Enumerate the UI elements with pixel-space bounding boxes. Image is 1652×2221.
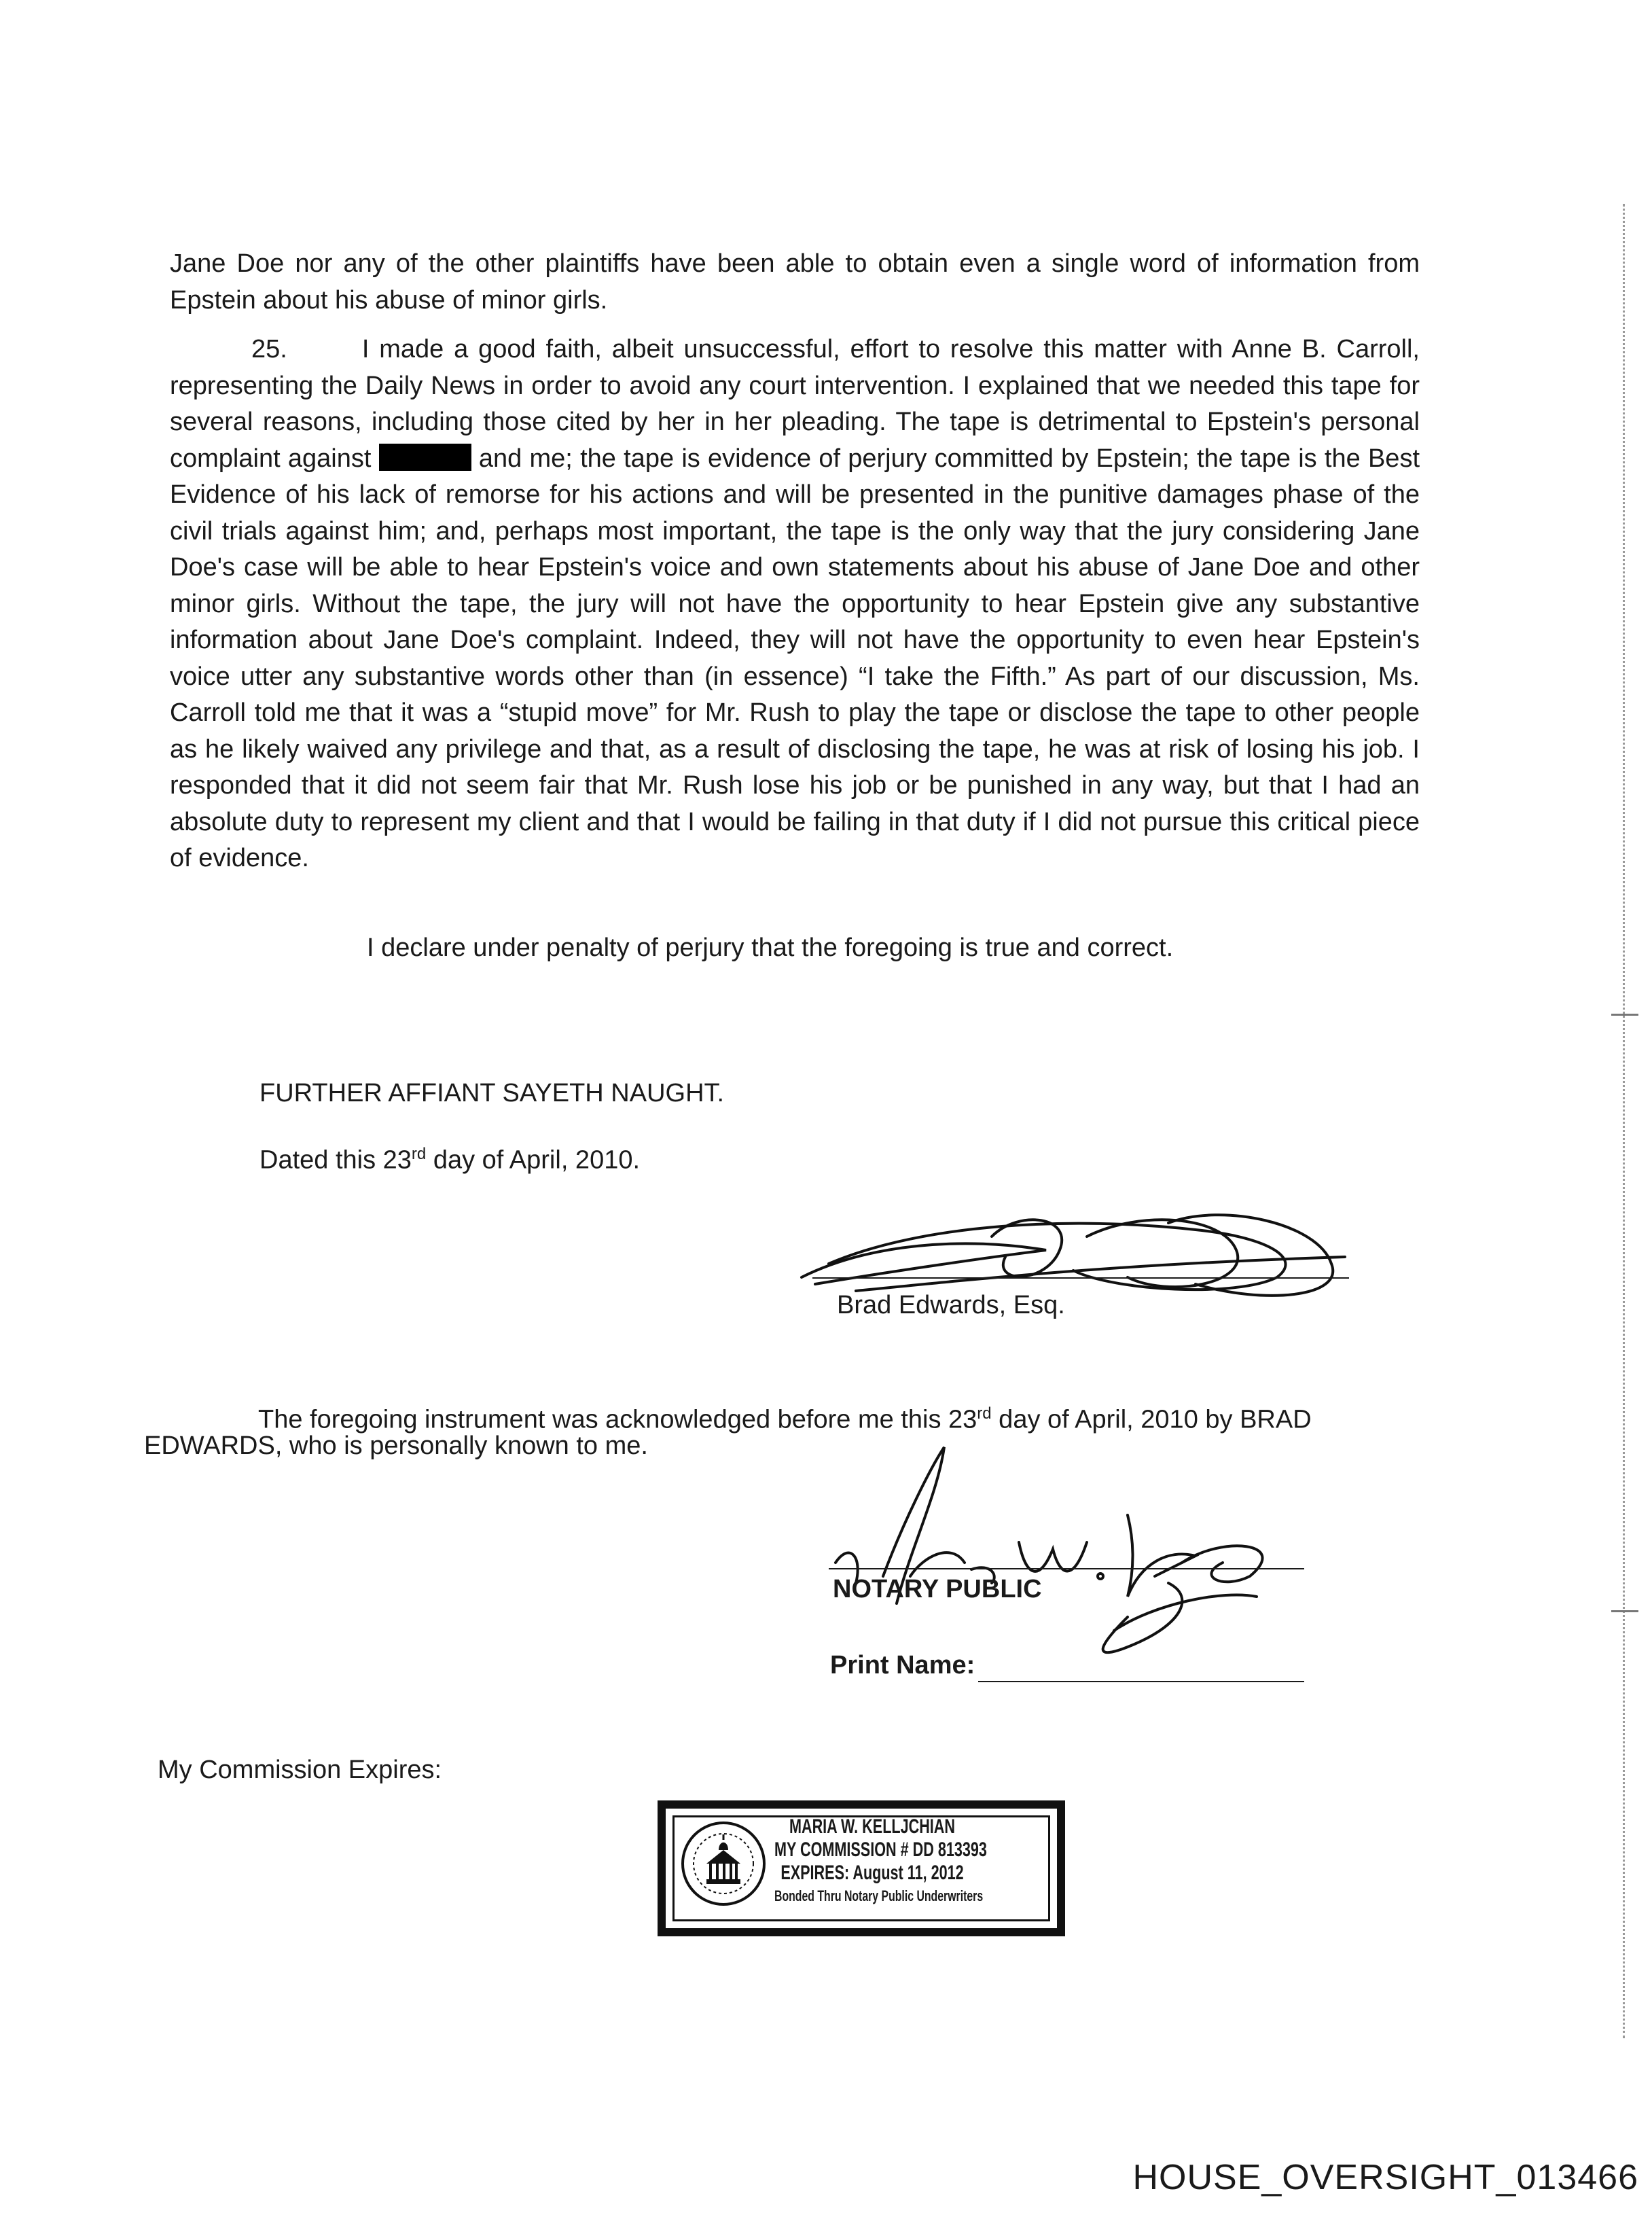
signer-name: Brad Edwards, Esq. [837, 1291, 1065, 1319]
bates-footer-id: HOUSE_OVERSIGHT_013466 [1132, 2158, 1638, 2197]
stamp-expires: EXPIRES: August 11, 2012 [780, 1862, 964, 1884]
notary-public-label: NOTARY PUBLIC [833, 1575, 1042, 1603]
ack-text: The foregoing instrument was acknowledged before me this 23 [258, 1405, 977, 1434]
notary-seal-icon [679, 1819, 768, 1908]
paragraph-25-text-part2: and me; the tape is evidence of perjury committed by Epstein; the tape is the Best Evidence of his lack of remorse for his actions and will be presented in the punitive damages phase of the civil trials against him; and, perhaps most important, the tape is the only way that the jury considering Jane Doe's case will be able to hear Epstein's voice and own statements about his abuse of Jane Doe and other minor girls. Without the tape, the jury will not have the opportunity to hear Epstein give any substantive information about Jane Doe's complaint. Indeed, they will not have the opportunity to even hear Epstein's voice utter any substantive words other than (in essence) “I take the Fifth.” As part of our discussion, Ms. Carroll told me that it was a “stupid move” for Mr. Rush to play the tape or disclose the tape to other people as he likely waived any privilege and that, as a result of disclosing the tape, he was at risk of losing his job. I responded that it did not seem fair that Mr. Rush lose his job or be punished in any way, but that I had an absolute duty to represent my client and that I would be failing in that duty if I did not pursue this critical piece of evidence. [170, 444, 1420, 872]
redaction-box [379, 444, 471, 471]
stamp-commission-number: MY COMMISSION # DD 813393 [774, 1838, 987, 1861]
dated-line [259, 1145, 640, 1175]
acknowledgment-line-2: EDWARDS, who is personally known to me. [144, 1432, 648, 1460]
paragraph-25-text-part1: I made a good faith, albeit unsuccessful, effort to resolve this matter with Anne B. Carroll, representing the Daily News in order to avoid any court intervention. I explained that we needed this tape for several reasons, including those cited by her in her pleading. The tape is detrimental to Epstein's personal complaint against [170, 335, 1420, 473]
scan-edge-marks [1619, 204, 1625, 2038]
paragraph-25 [170, 332, 1420, 877]
scan-edge-tick [1611, 1610, 1638, 1612]
scan-edge-tick [1611, 1014, 1638, 1016]
ack-text-end: day of April, 2010 by BRAD [991, 1405, 1312, 1434]
declaration-statement: I declare under penalty of perjury that the foregoing is true and correct. [367, 934, 1174, 962]
further-affiant: FURTHER AFFIANT SAYETH NAUGHT. [259, 1079, 725, 1107]
print-name-line [978, 1681, 1304, 1682]
paragraph-continued: Jane Doe nor any of the other plaintiffs have been able to obtain even a single word of information from Epstein about his abuse of minor girls. [170, 249, 1420, 315]
signature-edwards [788, 1196, 1359, 1304]
paragraph-number: 25. [251, 335, 287, 363]
notary-signature-line [829, 1568, 1304, 1569]
print-name-label: Print Name: [830, 1651, 975, 1680]
ack-ordinal: rd [977, 1404, 992, 1423]
signature-line [812, 1277, 1349, 1279]
dated-ordinal: rd [411, 1145, 427, 1163]
dated-text-end: day of April, 2010. [426, 1145, 641, 1175]
stamp-bonded: Bonded Thru Notary Public Underwriters [774, 1887, 984, 1904]
stamp-notary-name: MARIA W. KELLJCHIAN [789, 1815, 955, 1838]
commission-expires-label: My Commission Expires: [158, 1756, 442, 1784]
notary-stamp [658, 1800, 1065, 1936]
dated-text: Dated this 23 [259, 1145, 412, 1175]
stamp-text-block [774, 1815, 987, 1908]
signature-notary [815, 1440, 1331, 1658]
